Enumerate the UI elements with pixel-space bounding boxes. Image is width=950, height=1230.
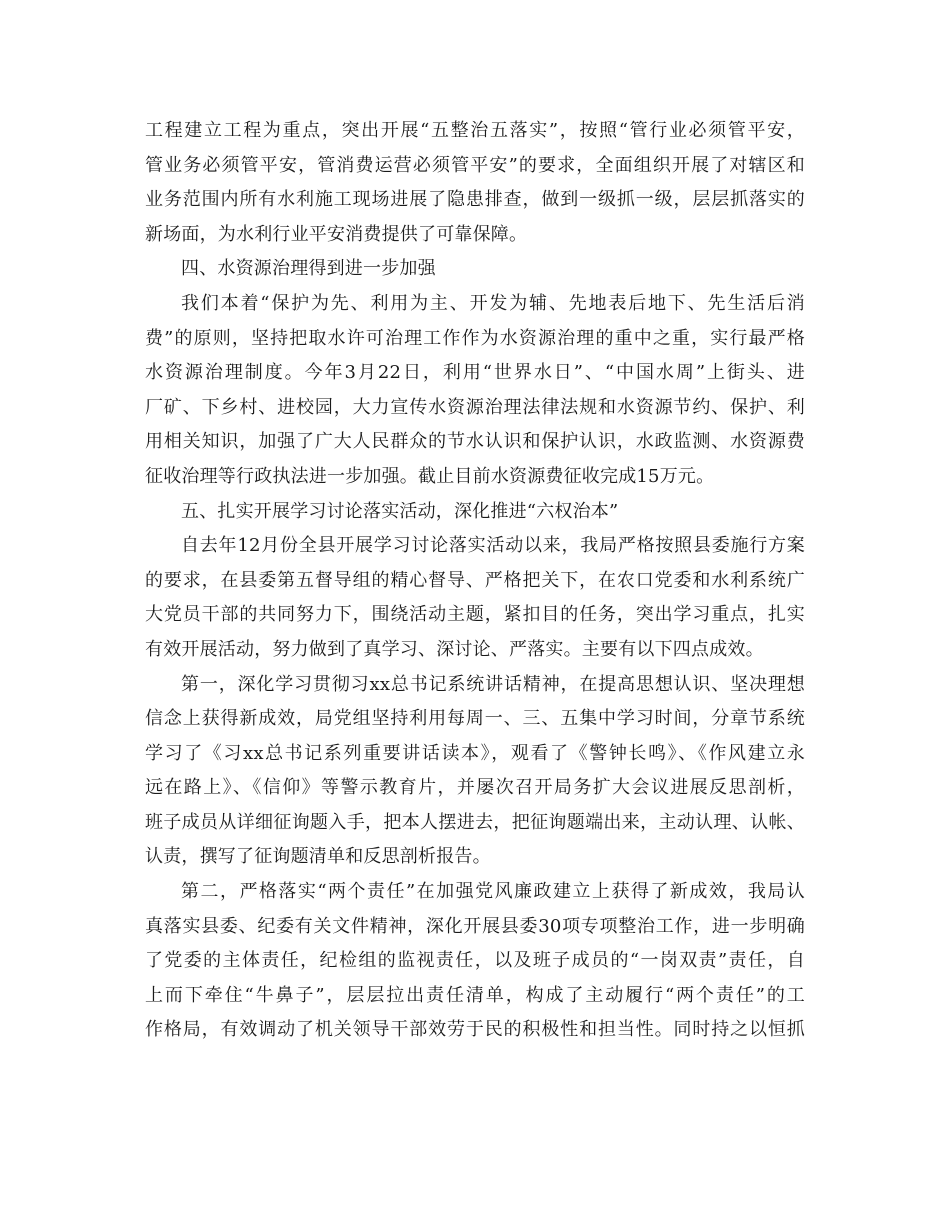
text-line: 真落实县委、纪委有关文件精神，深化开展县委30项专项整治工作，进一步明确: [145, 915, 805, 937]
text-line: 水资源治理制度。今年3月22日，利用“世界水日”、“中国水周”上街头、进: [145, 362, 805, 384]
text-line: 费”的原则，坚持把取水许可治理工作作为水资源治理的重中之重，实行最严格: [145, 327, 805, 349]
text-line: 的要求，在县委第五督导组的精心督导、严格把关下，在农口党委和水利系统广: [145, 569, 805, 591]
text-line: 第二，严格落实“两个责任”在加强党风廉政建立上获得了新成效，我局认: [181, 881, 805, 903]
text-line: 我们本着“保护为先、利用为主、开发为辅、先地表后地下、先生活后消: [181, 292, 805, 314]
text-line: 有效开展活动，努力做到了真学习、深讨论、严落实。主要有以下四点成效。: [145, 638, 764, 660]
text-line: 大党员干部的共同努力下，围绕活动主题，紧扣目的任务，突出学习重点，扎实: [145, 604, 805, 626]
text-line: 用相关知识，加强了广大人民群众的节水认识和保护认识，水政监测、水资源费: [145, 431, 805, 453]
text-line: 工程建立工程为重点，突出开展“五整治五落实”，按照“管行业必须管平安，: [145, 120, 805, 141]
text-line: 班子成员从详细征询题入手，把本人摆进去，把征询题端出来，主动认理、认帐、: [145, 811, 805, 833]
document-body: [145, 114, 805, 1048]
text-line: 信念上获得新成效，局党组坚持利用每周一、三、五集中学习时间，分章节系统: [145, 708, 805, 730]
text-line: 征收治理等行政执法进一步加强。截止目前水资源费征收完成15万元。: [145, 465, 715, 487]
section-heading: 五、扎实开展学习讨论落实活动，深化推进“六权治本”: [181, 500, 619, 522]
text-line: 第一，深化学习贯彻习xx总书记系统讲话精神，在提高思想认识、坚决理想: [181, 673, 805, 695]
text-line: 上而下牵住“牛鼻子”，层层拉出责任清单，构成了主动履行“两个责任”的工: [145, 984, 805, 1006]
text-line: 作格局，有效调动了机关领导干部效劳于民的积极性和担当性。同时持之以恒抓: [145, 1019, 805, 1041]
text-line: 新场面，为水利行业平安消费提供了可靠保障。: [145, 223, 528, 245]
section-heading: 四、水资源治理得到进一步加强: [181, 258, 436, 280]
text-line: 学习了《习xx总书记系列重要讲话读本》，观看了《警钟长鸣》、《作风建立永: [145, 742, 805, 764]
text-line: 业务范围内所有水利施工现场进展了隐患排查，做到一级抓一级，层层抓落实的: [145, 189, 805, 211]
text-line: 认责，撰写了征询题清单和反思剖析报告。: [145, 846, 491, 868]
text-line: 管业务必须管平安，管消费运营必须管平安”的要求，全面组织开展了对辖区和: [145, 154, 805, 176]
text-line: 自去年12月份全县开展学习讨论落实活动以来，我局严格按照县委施行方案: [181, 535, 805, 557]
text-line: 了党委的主体责任，纪检组的监视责任，以及班子成员的“一岗双责”责任，自: [145, 950, 805, 972]
text-line: 远在路上》、《信仰》等警示教育片，并屡次召开局务扩大会议进展反思剖析，: [145, 777, 805, 799]
text-line: 厂矿、下乡村、进校园，大力宣传水资源治理法律法规和水资源节约、保护、利: [145, 396, 805, 418]
